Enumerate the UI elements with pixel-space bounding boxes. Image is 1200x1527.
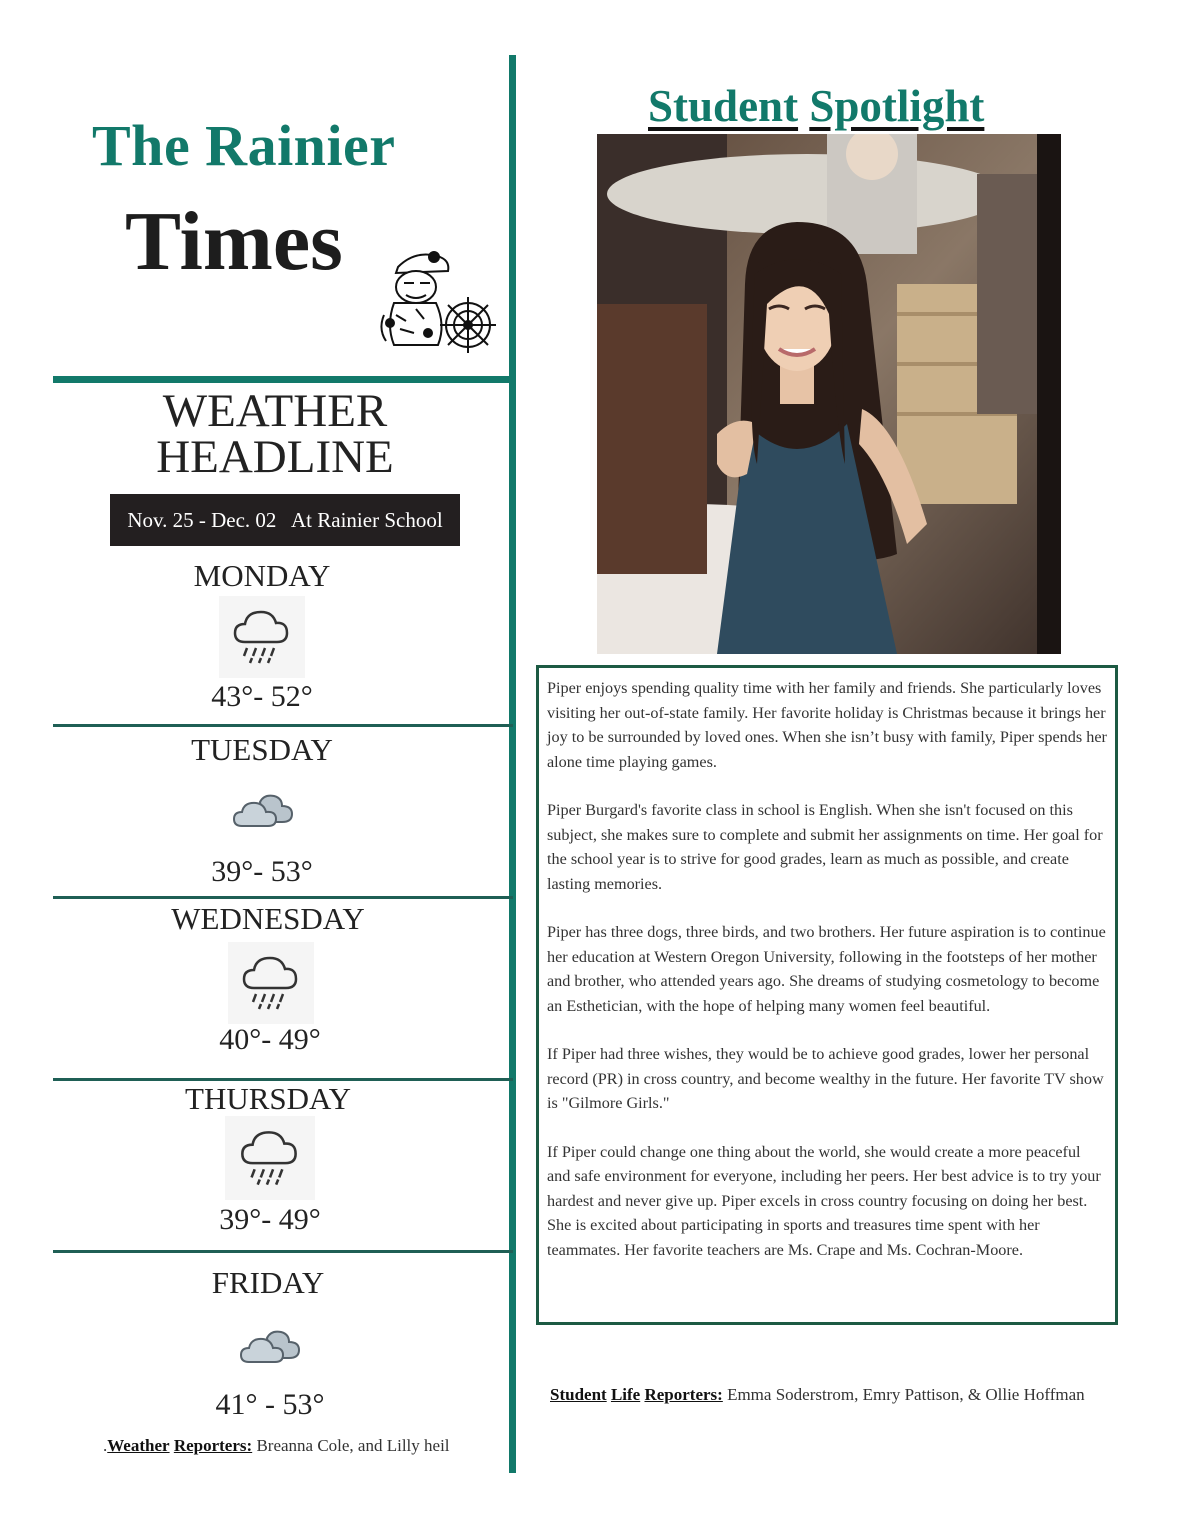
spotlight-title-word2: Spotlight	[809, 81, 985, 131]
cloudy-icon	[237, 1330, 303, 1366]
day-label-monday: MONDAY	[193, 558, 331, 593]
day-label-friday: FRIDAY	[211, 1265, 325, 1300]
credit-label: Weather	[107, 1436, 170, 1455]
rain-cloud-icon	[219, 596, 305, 678]
day-divider	[53, 724, 513, 727]
temp-thursday: 39°- 49°	[219, 1203, 321, 1236]
bio-paragraph: Piper enjoys spending quality time with her family and friends. She particularly loves visiting her out-of-state family. Her favorite holiday is Christmas because it brings her joy to be surrounded by loved ones. When she isn’t busy with family, Piper spends her alone time playing games.	[547, 679, 1107, 771]
bio-paragraph: If Piper had three wishes, they would be to achieve good grades, lower her personal record (PR) in cross country, and become wealthy in the future. Her favorite TV show is "Gilmore Girls."	[547, 1045, 1104, 1112]
weather-reporters-names: Breanna Cole, and Lilly heil	[252, 1436, 450, 1455]
weather-reporters-credit	[103, 1436, 450, 1456]
masthead-title-bottom: Times	[125, 195, 343, 288]
weather-headline-line1: WEATHER	[162, 385, 388, 437]
pirate-mascot-logo	[376, 245, 504, 357]
day-label-thursday: THURSDAY	[185, 1081, 351, 1116]
masthead-title-top: The Rainier	[92, 113, 396, 178]
spotlight-title	[648, 80, 984, 132]
day-label-tuesday: TUESDAY	[191, 732, 333, 767]
credit-label: Life	[610, 1385, 641, 1404]
student-life-reporters-credit	[550, 1385, 1085, 1405]
credit-prefix: .	[103, 1436, 108, 1455]
weather-headline-line2: HEADLINE	[156, 431, 394, 483]
student-bio-box	[536, 665, 1118, 1325]
student-photo	[597, 134, 1061, 654]
temp-wednesday: 40°- 49°	[219, 1023, 321, 1056]
temp-friday: 41° - 53°	[215, 1388, 325, 1421]
bio-paragraph: If Piper could change one thing about the world, she would create a more peaceful and safe environment for everyone, including her peers. Her best advice is to try your hardest and never give up. Piper excels in cross country focusing on doing her best. She is excited about participating in sports and treasures time spent with her teammates. Her favorite teachers are Ms. Crape and Ms. Cochran-Moore.	[547, 1142, 1101, 1259]
thursday-icon-box	[225, 1116, 315, 1200]
day-label-wednesday: WEDNESDAY	[171, 901, 365, 936]
day-divider	[53, 896, 513, 899]
bio-paragraph: Piper has three dogs, three birds, and two brothers. Her future aspiration is to continue her education at Western Oregon University, following in the footsteps of her mother and brother, who attended years ago. She dreams of studying cosmetology to become an Esthetician, with the hope of helping many women feel beautiful.	[547, 923, 1106, 1015]
masthead-divider	[53, 376, 513, 383]
day-divider	[53, 1250, 513, 1253]
rain-cloud-icon	[228, 942, 314, 1024]
cloudy-icon	[230, 794, 296, 830]
date-range-banner: Nov. 25 - Dec. 02 At Rainier School	[110, 494, 460, 546]
spotlight-title-word1: Student	[648, 81, 799, 131]
temp-monday: 43°- 52°	[211, 680, 313, 713]
temp-tuesday: 39°- 53°	[211, 855, 313, 888]
student-life-reporters-names: Emma Soderstrom, Emry Pattison, & Ollie Hoffman	[722, 1385, 1085, 1404]
column-divider	[509, 55, 516, 1473]
credit-label: Student	[550, 1385, 607, 1404]
monday-icon-box	[219, 596, 305, 678]
bio-paragraph: Piper Burgard's favorite class in school is English. When she isn't focused on this subject, she makes sure to complete and submit her assignments on time. Her goal for the school year is to strive for good grades, learn as much as possible, and create lasting memories.	[547, 801, 1103, 893]
credit-label: Reporters:	[644, 1385, 723, 1404]
weather-headline	[100, 385, 450, 483]
rain-cloud-icon	[225, 1116, 315, 1200]
credit-label: Reporters:	[173, 1436, 253, 1455]
wednesday-icon-box	[228, 942, 314, 1024]
